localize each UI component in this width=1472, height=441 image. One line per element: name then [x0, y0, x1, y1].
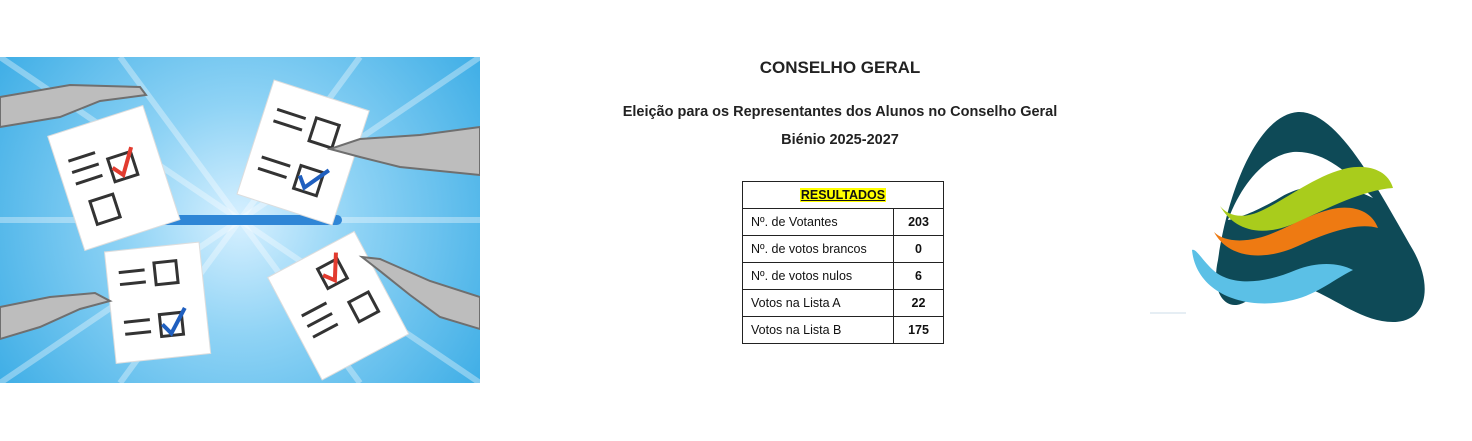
table-row: [743, 290, 944, 317]
row-value: 22: [894, 290, 944, 317]
row-value: 203: [894, 209, 944, 236]
row-label: Nº. de votos brancos: [743, 236, 894, 263]
row-value: 0: [894, 236, 944, 263]
results-header-label: RESULTADOS: [800, 188, 886, 202]
page-title: CONSELHO GERAL: [759, 58, 921, 77]
row-label: Votos na Lista A: [743, 290, 894, 317]
voting-illustration-art: [0, 57, 480, 383]
table-row: [743, 317, 944, 344]
row-label: Nº. de votos nulos: [743, 263, 894, 290]
results-table: [742, 181, 944, 344]
results-header: [743, 182, 944, 209]
table-row: [743, 236, 944, 263]
school-logo: [1188, 110, 1433, 325]
ballot-card-3: [104, 242, 210, 363]
row-value: 175: [894, 317, 944, 344]
ballot-card-1: [48, 105, 180, 250]
election-period: Biénio 2025-2027: [781, 132, 899, 148]
row-value: 6: [894, 263, 944, 290]
divider-mark: [1150, 312, 1186, 314]
results-header-row: [743, 182, 944, 209]
table-row: [743, 263, 944, 290]
row-label: Nº. de Votantes: [743, 209, 894, 236]
voting-illustration: [0, 57, 480, 383]
election-subtitle: Eleição para os Representantes dos Alunos no Conselho Geral: [622, 104, 1058, 120]
row-label: Votos na Lista B: [743, 317, 894, 344]
table-row: [743, 209, 944, 236]
